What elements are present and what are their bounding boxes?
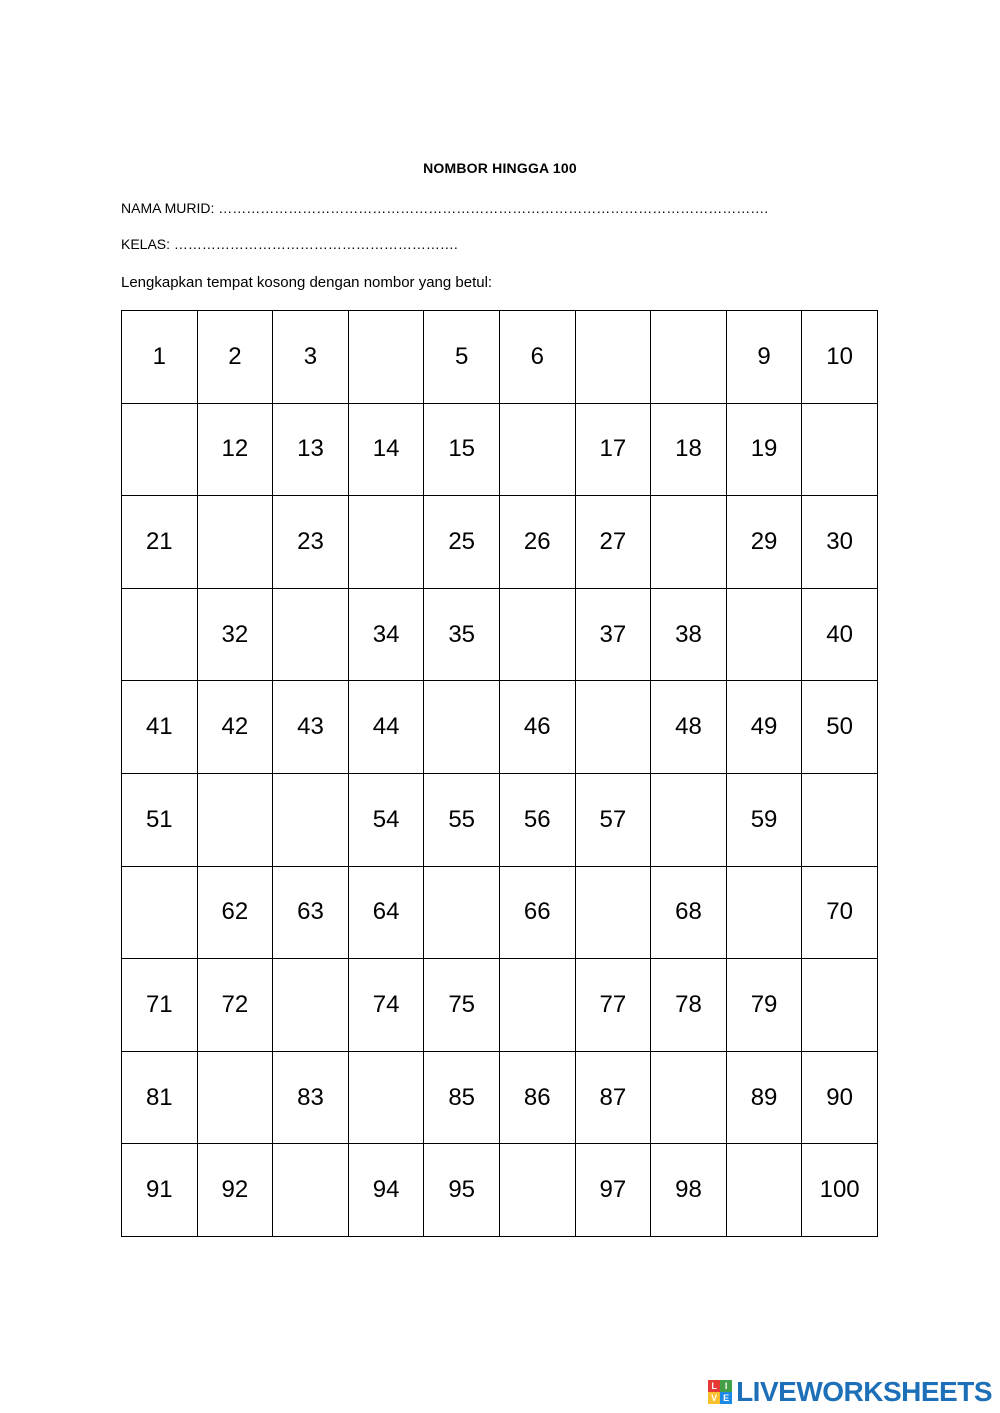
grid-cell-blank[interactable] [651, 773, 727, 866]
grid-cell-number: 98 [651, 1144, 727, 1237]
grid-cell-number: 97 [575, 1144, 651, 1237]
grid-cell-number: 41 [122, 681, 198, 774]
grid-cell-number: 13 [273, 403, 349, 496]
grid-cell-number: 72 [197, 959, 273, 1052]
grid-cell-number: 37 [575, 588, 651, 681]
grid-cell-blank[interactable] [802, 959, 878, 1052]
grid-row [122, 588, 878, 681]
grid-cell-number: 87 [575, 1051, 651, 1144]
brand-name: LIVEWORKSHEETS [736, 1376, 992, 1407]
grid-cell-number: 86 [499, 1051, 575, 1144]
instruction-text: Lengkapkan tempat kosong dengan nombor yang betul: [121, 274, 493, 291]
grid-cell-blank[interactable] [197, 773, 273, 866]
grid-cell-number: 18 [651, 403, 727, 496]
grid-cell-blank[interactable] [726, 866, 802, 959]
grid-cell-blank[interactable] [122, 866, 198, 959]
grid-cell-blank[interactable] [197, 496, 273, 589]
grid-cell-number: 10 [802, 311, 878, 404]
grid-cell-number: 12 [197, 403, 273, 496]
grid-cell-blank[interactable] [575, 311, 651, 404]
grid-cell-blank[interactable] [802, 773, 878, 866]
grid-row [122, 773, 878, 866]
number-grid-body [122, 311, 878, 1237]
grid-cell-blank[interactable] [651, 1051, 727, 1144]
grid-cell-number: 56 [499, 773, 575, 866]
grid-row [122, 681, 878, 774]
grid-cell-blank[interactable] [575, 866, 651, 959]
grid-cell-blank[interactable] [802, 403, 878, 496]
grid-cell-number: 14 [348, 403, 424, 496]
grid-cell-number: 25 [424, 496, 500, 589]
grid-cell-number: 85 [424, 1051, 500, 1144]
grid-cell-number: 55 [424, 773, 500, 866]
grid-cell-number: 91 [122, 1144, 198, 1237]
grid-cell-number: 92 [197, 1144, 273, 1237]
student-name-line[interactable] [121, 200, 768, 216]
grid-cell-blank[interactable] [424, 681, 500, 774]
grid-cell-blank[interactable] [575, 681, 651, 774]
grid-cell-number: 51 [122, 773, 198, 866]
grid-cell-number: 5 [424, 311, 500, 404]
grid-cell-number: 43 [273, 681, 349, 774]
grid-cell-blank[interactable] [499, 959, 575, 1052]
logo-letter: L [708, 1380, 720, 1392]
grid-row [122, 1144, 878, 1237]
liveworksheets-logo-icon [708, 1380, 732, 1404]
class-blank[interactable]: ……………………………………………………. [173, 236, 458, 252]
grid-cell-blank[interactable] [273, 773, 349, 866]
grid-cell-blank[interactable] [273, 1144, 349, 1237]
grid-cell-number: 35 [424, 588, 500, 681]
grid-cell-number: 54 [348, 773, 424, 866]
grid-cell-number: 94 [348, 1144, 424, 1237]
grid-cell-blank[interactable] [651, 311, 727, 404]
grid-cell-number: 66 [499, 866, 575, 959]
grid-cell-blank[interactable] [273, 959, 349, 1052]
grid-cell-number: 26 [499, 496, 575, 589]
grid-cell-number: 83 [273, 1051, 349, 1144]
grid-cell-number: 19 [726, 403, 802, 496]
grid-cell-blank[interactable] [499, 1144, 575, 1237]
grid-cell-blank[interactable] [348, 496, 424, 589]
grid-cell-number: 74 [348, 959, 424, 1052]
grid-cell-number: 29 [726, 496, 802, 589]
grid-cell-number: 79 [726, 959, 802, 1052]
grid-cell-number: 89 [726, 1051, 802, 1144]
grid-cell-number: 40 [802, 588, 878, 681]
grid-cell-number: 15 [424, 403, 500, 496]
grid-cell-number: 90 [802, 1051, 878, 1144]
grid-cell-number: 57 [575, 773, 651, 866]
class-label: KELAS: [121, 236, 171, 252]
grid-cell-number: 1 [122, 311, 198, 404]
grid-row [122, 496, 878, 589]
grid-cell-number: 70 [802, 866, 878, 959]
grid-cell-number: 95 [424, 1144, 500, 1237]
logo-letter: E [720, 1392, 732, 1404]
grid-cell-number: 38 [651, 588, 727, 681]
grid-cell-blank[interactable] [424, 866, 500, 959]
grid-cell-number: 63 [273, 866, 349, 959]
logo-letter: V [708, 1392, 720, 1404]
grid-cell-blank[interactable] [273, 588, 349, 681]
grid-cell-number: 49 [726, 681, 802, 774]
grid-cell-number: 100 [802, 1144, 878, 1237]
grid-row [122, 311, 878, 404]
grid-cell-number: 17 [575, 403, 651, 496]
grid-cell-number: 64 [348, 866, 424, 959]
grid-cell-blank[interactable] [499, 403, 575, 496]
grid-cell-number: 81 [122, 1051, 198, 1144]
number-grid [121, 310, 878, 1237]
grid-cell-number: 9 [726, 311, 802, 404]
grid-row [122, 1051, 878, 1144]
grid-cell-blank[interactable] [499, 588, 575, 681]
student-name-label: NAMA MURID: [121, 200, 215, 216]
grid-cell-number: 30 [802, 496, 878, 589]
grid-cell-blank[interactable] [197, 1051, 273, 1144]
grid-cell-number: 75 [424, 959, 500, 1052]
grid-cell-blank[interactable] [122, 403, 198, 496]
grid-cell-number: 23 [273, 496, 349, 589]
grid-cell-number: 2 [197, 311, 273, 404]
logo-letter: I [720, 1380, 732, 1392]
liveworksheets-brand [708, 1377, 992, 1407]
grid-cell-number: 42 [197, 681, 273, 774]
worksheet-title: NOMBOR HINGGA 100 [423, 160, 577, 176]
student-name-blank[interactable]: ………………………………………………………………………………………………………. [218, 200, 769, 216]
grid-row [122, 959, 878, 1052]
grid-cell-number: 71 [122, 959, 198, 1052]
grid-cell-number: 6 [499, 311, 575, 404]
grid-cell-blank[interactable] [122, 588, 198, 681]
grid-cell-number: 78 [651, 959, 727, 1052]
grid-cell-blank[interactable] [348, 311, 424, 404]
grid-cell-number: 3 [273, 311, 349, 404]
grid-cell-blank[interactable] [651, 496, 727, 589]
grid-cell-number: 27 [575, 496, 651, 589]
grid-cell-number: 21 [122, 496, 198, 589]
grid-row [122, 866, 878, 959]
grid-cell-number: 34 [348, 588, 424, 681]
grid-row [122, 403, 878, 496]
grid-cell-blank[interactable] [726, 1144, 802, 1237]
grid-cell-number: 68 [651, 866, 727, 959]
grid-cell-blank[interactable] [348, 1051, 424, 1144]
grid-cell-number: 32 [197, 588, 273, 681]
grid-cell-blank[interactable] [726, 588, 802, 681]
grid-cell-number: 50 [802, 681, 878, 774]
grid-cell-number: 44 [348, 681, 424, 774]
grid-cell-number: 77 [575, 959, 651, 1052]
grid-cell-number: 46 [499, 681, 575, 774]
class-line[interactable] [121, 236, 458, 252]
grid-cell-number: 48 [651, 681, 727, 774]
grid-cell-number: 59 [726, 773, 802, 866]
grid-cell-number: 62 [197, 866, 273, 959]
